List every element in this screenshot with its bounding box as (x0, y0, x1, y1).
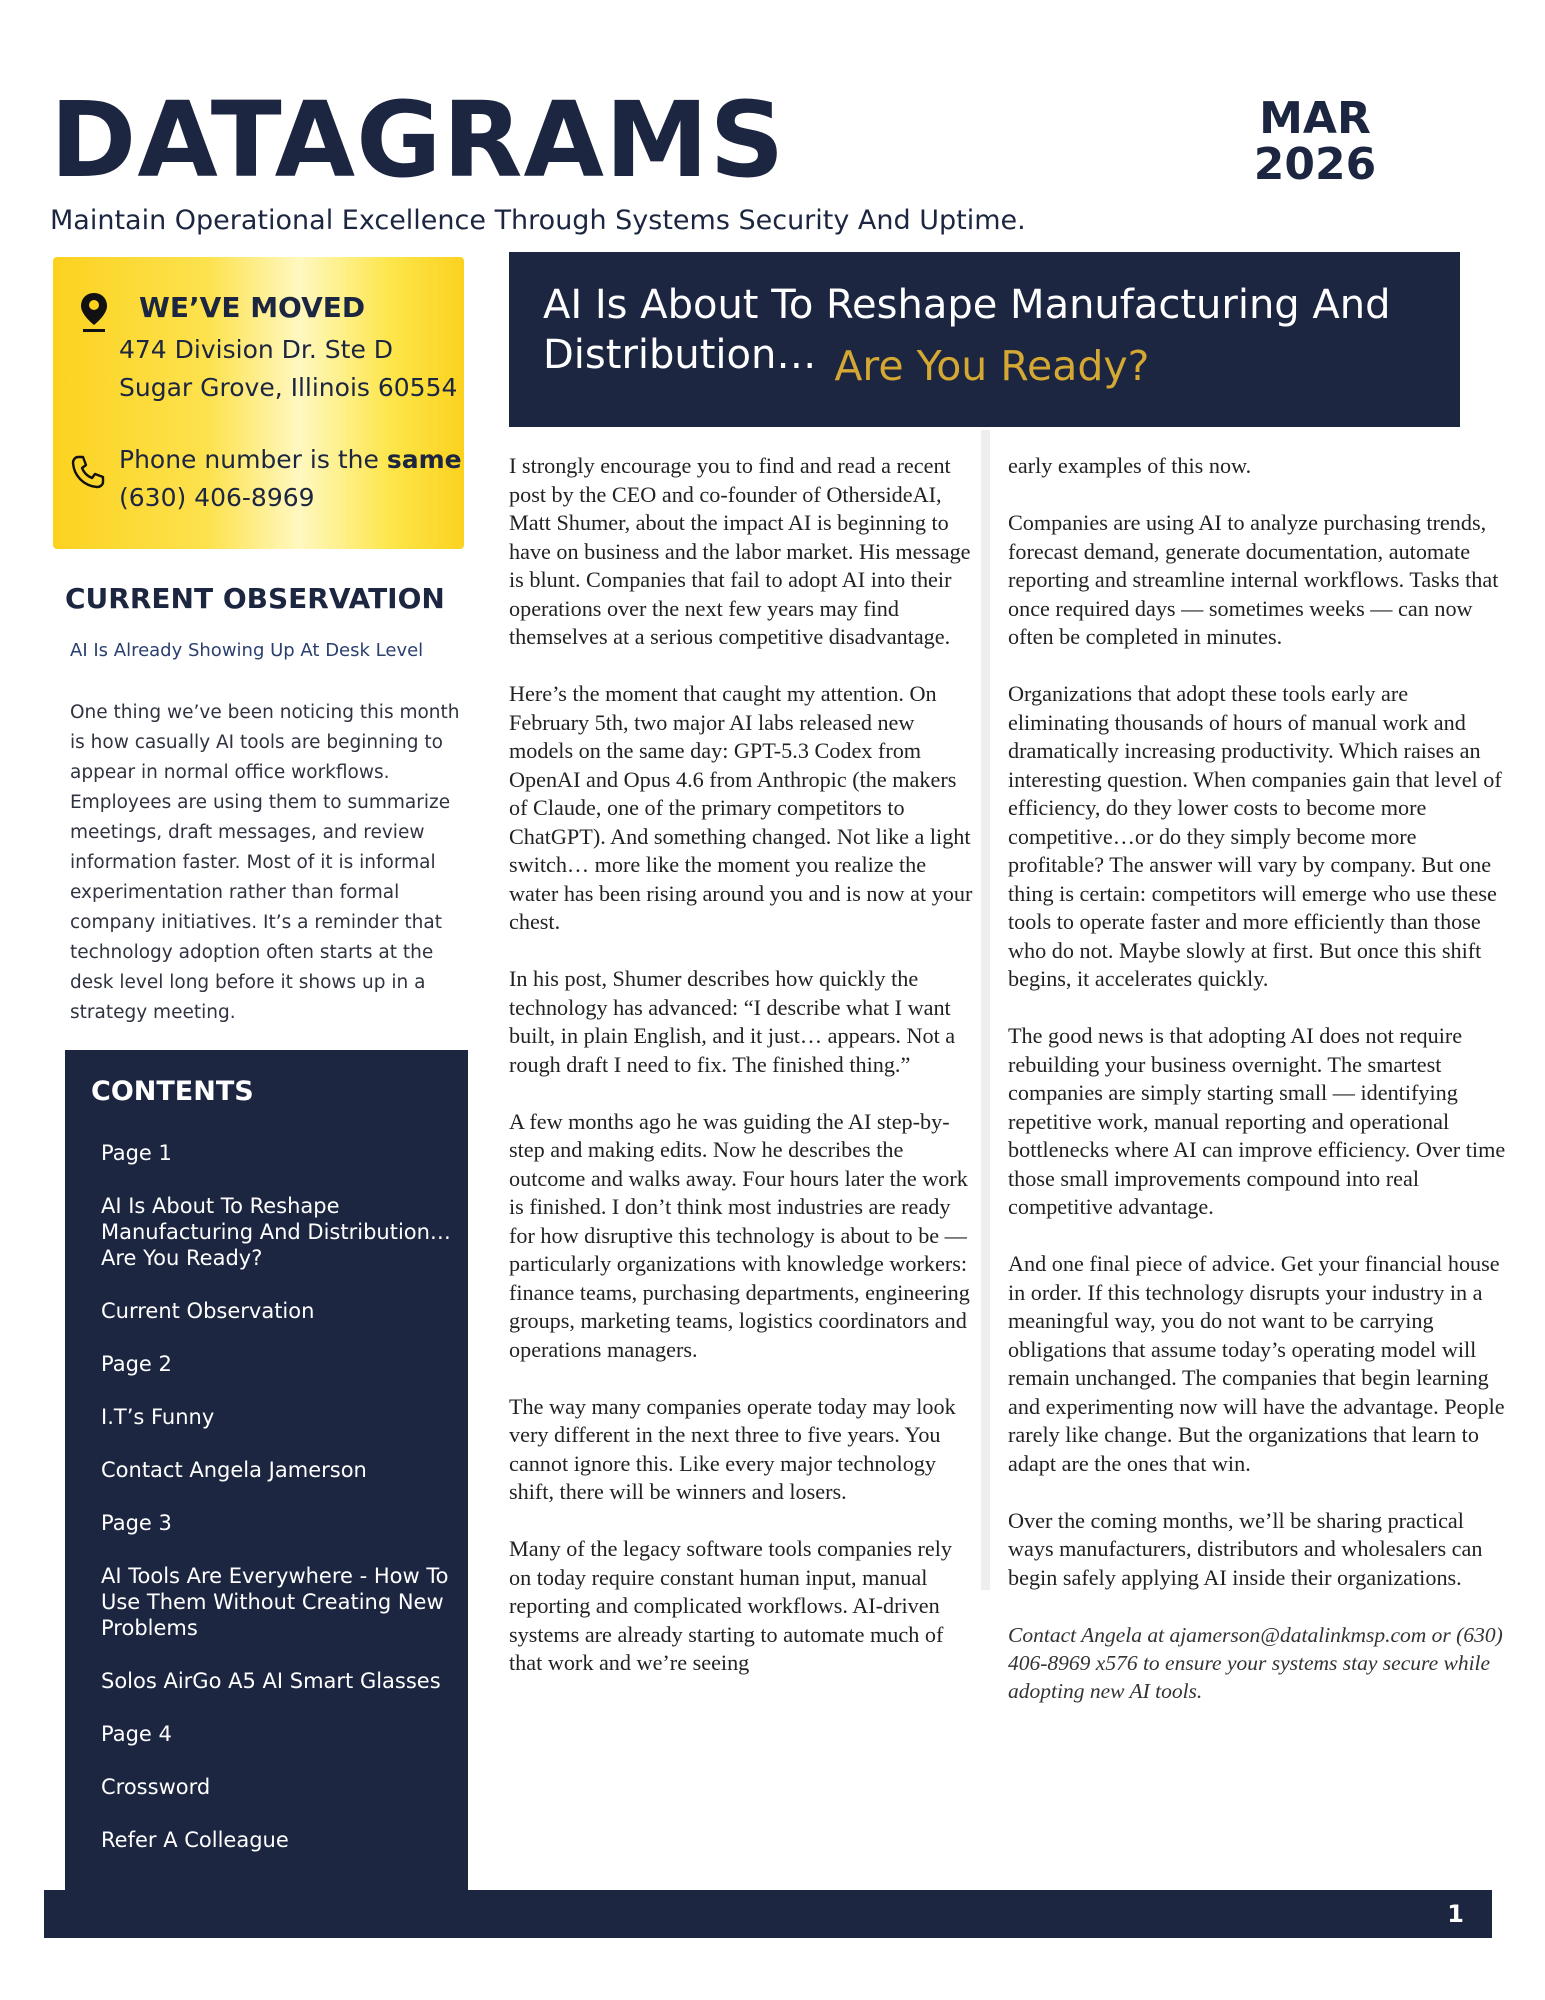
contents-panel (65, 1050, 468, 1890)
contents-item[interactable]: Crossword (101, 1775, 211, 1799)
contents-item[interactable]: Current Observation (101, 1299, 315, 1323)
article-column-right (1008, 452, 1508, 1733)
article-paragraph: Here’s the moment that caught my attention. On February 5th, two major AI labs released new models on the same day: GPT-5.3 Codex from OpenAI and Opus 4.6 from Anthropic (the makers of Claude, one of the primary competitors to ChatGPT). And something changed. Not like a light switch… more like the moment you realize the water has been rising around you and is now at your chest. (509, 681, 973, 934)
article-paragraph: The way many companies operate today may look very different in the next three to five years. You cannot ignore this. Like every major technology shift, there will be winners and losers. (509, 1393, 956, 1504)
article-paragraph: In his post, Shumer describes how quickly the technology has advanced: “I describe what I want built, in plain English, and it just… appears. Not a rough draft I need to fix. The finished thing.” (509, 966, 956, 1077)
article-paragraph: I strongly encourage you to find and read a recent post by the CEO and co-founder of OthersideAI, Matt Shumer, about the impact AI is beginning to have on business and the labor market. His message is blunt. Companies that fail to adopt AI into their operations over the next few years may find themselves at a serious competitive disadvantage. (509, 453, 971, 649)
contents-item[interactable]: Page 4 (101, 1722, 172, 1746)
phone-icon (69, 453, 107, 491)
column-divider (981, 430, 990, 1590)
article-headline-line-2 (543, 330, 1150, 390)
contents-item[interactable]: AI Tools Are Everywhere - How To Use Them Without Creating New Problems (101, 1564, 449, 1640)
contents-item[interactable]: Contact Angela Jamerson (101, 1458, 367, 1482)
issue-year: 2026 (1253, 139, 1377, 190)
article-paragraph: early examples of this now. (1008, 453, 1252, 478)
article-column-left (509, 452, 975, 1706)
article-paragraph: Over the coming months, we’ll be sharing practical ways manufacturers, distributors and wholesalers can begin safely applying AI inside their organizations. (1008, 1507, 1483, 1590)
contents-item[interactable]: Refer A Colleague (101, 1828, 289, 1852)
observation-subtitle: AI Is Already Showing Up At Desk Level (70, 640, 424, 661)
page-number: 1 (1447, 1900, 1464, 1928)
article-paragraph: The good news is that adopting AI does not require rebuilding your business overnight. The smartest companies are simply starting small — identifying repetitive work, manual reporting and operational bottlenecks where AI can improve efficiency. Over time those small improvements compound into real competitive advantage. (1008, 1023, 1506, 1219)
article-paragraph: And one final piece of advice. Get your financial house in order. If this technology disrupts your industry in a meaningful way, you do not want to be carrying obligations that assume today’s operating model will remain unchanged. The companies that begin learning and experimenting now will have the advantage. People rarely like change. But the organizations that learn to adapt are the ones that win. (1008, 1251, 1505, 1476)
moved-notice-box (53, 257, 464, 549)
article-paragraph: A few months ago he was guiding the AI step-by-step and making edits. Now he describes the outcome and walks away. Four hours later the work is finished. I don’t think most industries are ready for how disruptive this technology is about to be — particularly organizations with knowledge workers: finance teams, purchasing departments, engineering groups, marketing teams, logistics coordinators and operations managers. (509, 1108, 970, 1362)
contents-item[interactable]: I.T’s Funny (101, 1405, 215, 1429)
article-paragraph: Organizations that adopt these tools early are eliminating thousands of hours of manual work and dramatically increasing productivity. Which raises an interesting question. When companies gain that level of efficiency, do they lower costs to become more competitive…or do they simply become more profitable? The answer will vary by company. But one thing is certain: competitors will emerge who use these tools to operate faster and more efficiently than those who do not. Maybe slowly at first. But once this shift begins, it accelerates quickly. (1008, 681, 1502, 991)
tagline: Maintain Operational Excellence Through Systems Security And Uptime. (50, 205, 1026, 236)
footer-bar (44, 1890, 1492, 1938)
issue-month: MAR (1259, 93, 1371, 144)
article-headline-accent: Are You Ready? (834, 342, 1150, 390)
map-pin-icon (79, 291, 109, 333)
article-paragraph: Many of the legacy software tools companies rely on today require constant human input, manual reporting and complicated workflows. AI-driven systems are already starting to automate much of that work and we’re seeing (509, 1536, 952, 1675)
observation-heading: CURRENT OBSERVATION (65, 582, 445, 615)
moved-title: WE’VE MOVED (139, 291, 366, 324)
article-paragraph: Companies are using AI to analyze purchasing trends, forecast demand, generate documentation, automate reporting and streamline internal workflows. Tasks that once required days — sometimes weeks — can now often be completed in minutes. (1008, 510, 1499, 649)
contents-item[interactable]: Page 2 (101, 1352, 172, 1376)
article-headline-line-1: AI Is About To Reshape Manufacturing And (543, 282, 1391, 328)
article-signoff: Contact Angela at ajamerson@datalinkmsp.com or (630) 406-8969 x576 to ensure your systems stay secure while adopting new AI tools. (1008, 1622, 1503, 1703)
contents-title: CONTENTS (91, 1076, 254, 1107)
article-headline-line-2-text: Distribution… (543, 332, 817, 378)
address-line-2: Sugar Grove, Illinois 60554 (119, 373, 458, 402)
newsletter-masthead: DATAGRAMS (50, 79, 786, 201)
article-headline-box (509, 252, 1460, 427)
contents-item[interactable]: AI Is About To Reshape Manufacturing And Distribution… Are You Ready? (101, 1194, 451, 1270)
contents-item[interactable]: Solos AirGo A5 AI Smart Glasses (101, 1669, 441, 1693)
issue-date (1215, 93, 1415, 190)
observation-body: One thing we’ve been noticing this month is how casually AI tools are beginning to appear in normal office workflows. Employees are using them to summarize meetings, draft messages, and review information faster. Most of it is informal experimentation rather than formal company initiatives. It’s a reminder that technology adoption often starts at the desk level long before it shows up in a strategy meeting. (70, 702, 460, 1023)
phone-note-emphasis: same (386, 445, 462, 474)
address-line-1: 474 Division Dr. Ste D (119, 335, 394, 364)
contents-list (101, 1140, 461, 1880)
contents-item[interactable]: Page 1 (101, 1141, 172, 1165)
phone-number: (630) 406-8969 (119, 483, 315, 512)
phone-note (119, 445, 462, 474)
phone-note-prefix: Phone number is the (119, 445, 387, 474)
contents-item[interactable]: Page 3 (101, 1511, 172, 1535)
